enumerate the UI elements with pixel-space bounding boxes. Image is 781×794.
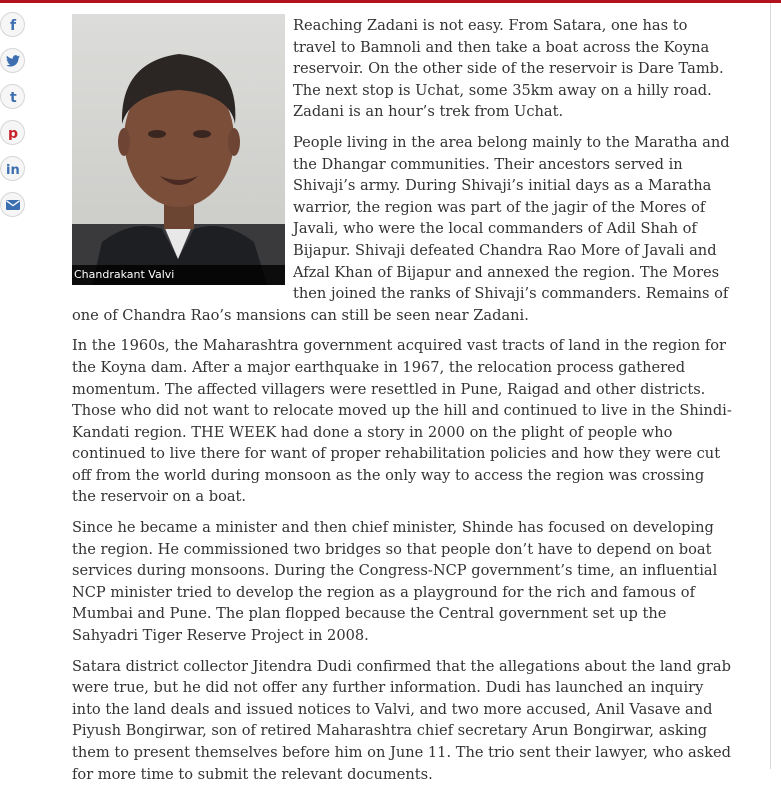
portrait-image (72, 14, 285, 285)
article-body (72, 14, 732, 794)
tumblr-icon[interactable] (0, 84, 25, 109)
column-divider (770, 3, 771, 769)
svg-text:p: p (7, 125, 18, 140)
article-paragraph-3: In the 1960s, the Maharashtra government acquired vast tracts of land in the region for the Koyna dam. After a major earthquake in 1967, the relocation process gathered momentum. The affected villagers were resettled in Pune, Raigad and other districts. Those who did not want to relocate moved up the hill and continued to live in the Shindi-Kandati region. THE WEEK had done a story in 2000 on the plight of people who continued to live there for want of proper rehabilitation policies and how they were cut off from the world during monsoon as the only way to access the region was crossing the reservoir on a boat. (72, 337, 732, 506)
twitter-icon[interactable] (0, 48, 25, 73)
top-accent-bar (0, 0, 781, 3)
email-icon[interactable] (0, 192, 25, 217)
linkedin-icon[interactable] (0, 156, 25, 181)
article-paragraph-1: Reaching Zadani is not easy. From Satara, one has to travel to Bamnoli and then take a boat across the Koyna reservoir. On the other side of the reservoir is Dare Tamb. The next stop is Uchat, some 35km away on a hilly road. Zadani is an hour’s trek from Uchat. (293, 17, 724, 121)
article-paragraph-5: Satara district collector Jitendra Dudi confirmed that the allegations about the land grab were true, but he did not offer any further information. Dudi has launched an inquiry into the land deals and issued notices to Valvi, and two more accused, Anil Vasave and Piyush Bongirwar, son of retired Maharashtra chief secretary Arun Bongirwar, asking them to present themselves before him on June 11. The trio sent their lawyer, who asked for more time to submit the relevant documents. (72, 657, 732, 783)
article-paragraph-2: People living in the area belong mainly to the Maratha and the Dhangar communities. Their ancestors served in Shivaji’s army. During Shivaji’s initial days as a Maratha warrior, the region was part of the jagir of the Mores of Javali, who were the local commanders of Adil Shah of Bijapur. Shivaji defeated Chandra Rao More of Javali and Afzal Khan of Bijapur and annexed the region. The Mores then joined the ranks of Shivaji’s commanders. Remains of one of Chandra Rao’s mansions can still be seen near Zadani. (72, 133, 730, 324)
facebook-icon[interactable] (0, 12, 25, 37)
svg-text:t: t (9, 89, 17, 104)
photo-caption: Chandrakant Valvi (72, 265, 285, 285)
article-paragraph-4: Since he became a minister and then chief minister, Shinde has focused on developing the region. He commissioned two bridges so that people don’t have to depend on boat services during monsoons. During the Congress-NCP government’s time, an influential NCP minister tried to develop the region as a playground for the rich and famous of Mumbai and Pune. The plan flopped because the Central government set up the Sahyadri Tiger Reserve Project in 2008. (72, 519, 718, 645)
article-photo (72, 14, 285, 285)
svg-text:f: f (9, 17, 16, 32)
pinterest-icon[interactable] (0, 120, 25, 145)
svg-text:in: in (5, 162, 20, 176)
